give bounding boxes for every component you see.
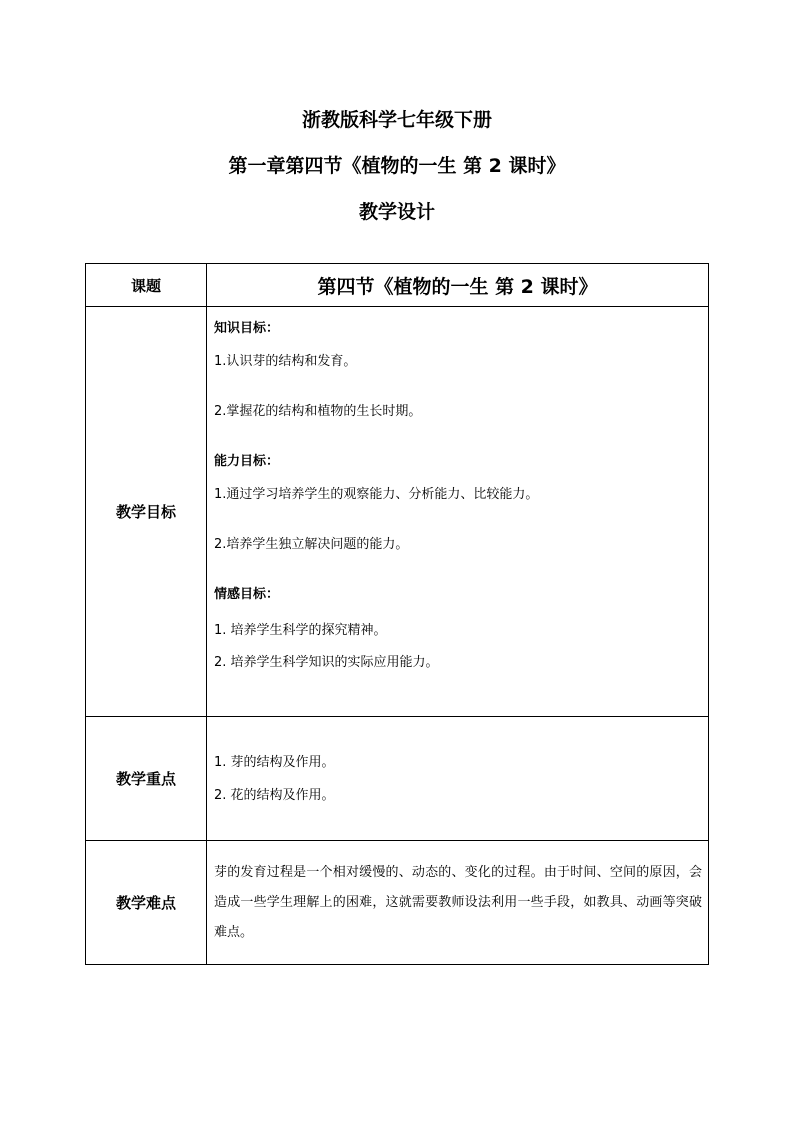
objectives-cell: [207, 307, 709, 717]
knowledge-title: 知识目标：: [214, 321, 280, 336]
emotion-item: 2. 培养学生科学知识的实际应用能力。: [214, 655, 439, 670]
knowledge-item: 2.掌握花的结构和植物的生长时期。: [214, 404, 422, 419]
ability-item: 1.通过学习培养学生的观察能力、分析能力、比较能力。: [214, 487, 539, 502]
topic-row: [86, 264, 709, 307]
ability-item: 2.培养学生独立解决问题的能力。: [214, 537, 409, 552]
difficulties-cell: [207, 841, 709, 965]
topic-label: 课题: [86, 264, 207, 307]
key-points-cell: [207, 717, 709, 841]
difficulties-text: 芽的发育过程是一个相对缓慢的、动态的、变化的过程。由于时间、空间的原因，会造成一些学生理解上的困难，这就需要教师设法利用一些手段，如教具、动画等突破难点。: [214, 864, 702, 940]
knowledge-item: 1.认识芽的结构和发育。: [214, 354, 357, 369]
difficulties-label: 教学难点: [86, 841, 207, 965]
emotion-item: 1. 培养学生科学的探究精神。: [214, 623, 387, 638]
objectives-row: [86, 307, 709, 717]
chapter-title: 第一章第四节《植物的一生 第 2 课时》: [228, 155, 566, 177]
topic-value: 第四节《植物的一生 第 2 课时》: [207, 264, 709, 307]
objectives-label: 教学目标: [86, 307, 207, 717]
textbook-title: 浙教版科学七年级下册: [301, 109, 492, 131]
document-header: [0, 104, 794, 242]
emotion-title: 情感目标：: [214, 587, 280, 602]
key-points-row: [86, 717, 709, 841]
ability-title: 能力目标：: [214, 454, 280, 469]
key-point-item: 1. 芽的结构及作用。: [214, 754, 335, 770]
key-point-item: 2. 花的结构及作用。: [214, 787, 335, 803]
lesson-plan-table: [85, 263, 709, 965]
key-points-label: 教学重点: [86, 717, 207, 841]
design-title: 教学设计: [358, 201, 435, 223]
difficulties-row: [86, 841, 709, 965]
